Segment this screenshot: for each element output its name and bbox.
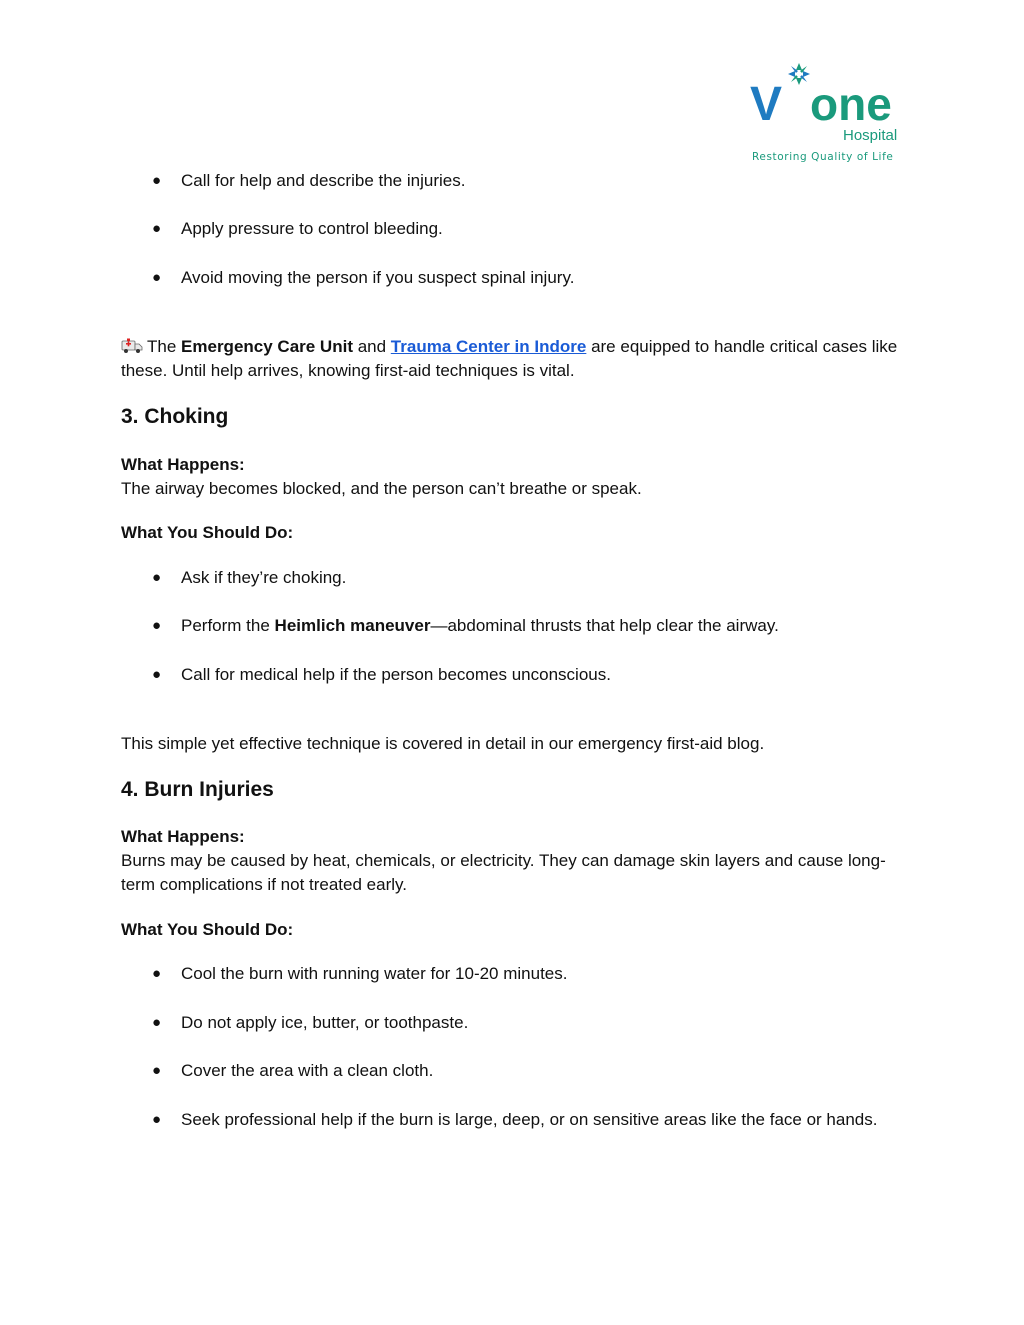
bullet: ● — [152, 269, 162, 286]
bullet: ● — [152, 1111, 162, 1128]
list-item: ● Do not apply ice, butter, or toothpaste. — [152, 1011, 912, 1035]
list-item: ● Avoid moving the person if you suspect spinal injury. — [152, 266, 912, 290]
svg-text:Hospital: Hospital — [843, 127, 898, 144]
what-happens-text: Burns may be caused by heat, chemicals, or electricity. They can damage skin layers and cause long-term complications if not treated early. — [121, 851, 886, 894]
bullet: ● — [152, 220, 162, 237]
bullet: ● — [152, 965, 162, 982]
emergency-care-unit-text: Emergency Care Unit — [181, 337, 353, 356]
list-item: ● Call for medical help if the person becomes unconscious. — [152, 663, 912, 687]
what-happens-block — [121, 825, 911, 897]
what-happens-label: What Happens: — [121, 455, 245, 474]
bullet: ● — [152, 172, 162, 189]
bullet: ● — [152, 569, 162, 586]
star-icon — [788, 63, 810, 85]
logo-graphic — [748, 60, 908, 164]
bullet: ● — [152, 1014, 162, 1031]
what-happens-text: The airway becomes blocked, and the person can’t breathe or speak. — [121, 479, 642, 498]
what-to-do-label: What You Should Do: — [121, 920, 294, 939]
emergency-paragraph: The Emergency Care Unit and Trauma Center in Indore are equipped to handle critical cases like these. Until help arrives, knowing first-aid techniques is vital. — [121, 337, 898, 380]
section-heading-burn-injuries: 4. Burn Injuries — [121, 778, 274, 801]
svg-text:V: V — [750, 78, 783, 131]
bullet: ● — [152, 666, 162, 683]
what-happens-block — [121, 453, 911, 501]
bullet: ● — [152, 617, 162, 634]
what-to-do-label: What You Should Do: — [121, 523, 294, 542]
list-item: ● Apply pressure to control bleeding. — [152, 217, 912, 241]
list-item: ● Ask if they’re choking. — [152, 566, 912, 590]
list-item: ● Call for help and describe the injuries. — [152, 169, 912, 193]
list-item: ● Cover the area with a clean cloth. — [152, 1059, 912, 1083]
section-heading-choking: 3. Choking — [121, 405, 229, 428]
vone-hospital-logo — [748, 60, 908, 164]
ambulance-icon — [121, 338, 143, 354]
list-item: ● Cool the burn with running water for 10-20 minutes. — [152, 962, 912, 986]
list-item: ● Perform the Heimlich maneuver—abdominal thrusts that help clear the airway. — [152, 614, 912, 638]
trauma-center-link[interactable]: Trauma Center in Indore — [390, 337, 587, 356]
choking-closing-paragraph: This simple yet effective technique is covered in detail in our emergency first-aid blog. — [121, 734, 765, 753]
svg-text:Restoring Quality of Life: Restoring Quality of Life — [752, 151, 894, 163]
what-happens-label: What Happens: — [121, 827, 245, 846]
heimlich-maneuver-text: Heimlich maneuver — [274, 616, 431, 635]
bullet: ● — [152, 1062, 162, 1079]
list-item: ● Seek professional help if the burn is large, deep, or on sensitive areas like the face or hands. — [152, 1108, 912, 1132]
svg-text:one: one — [810, 78, 892, 130]
